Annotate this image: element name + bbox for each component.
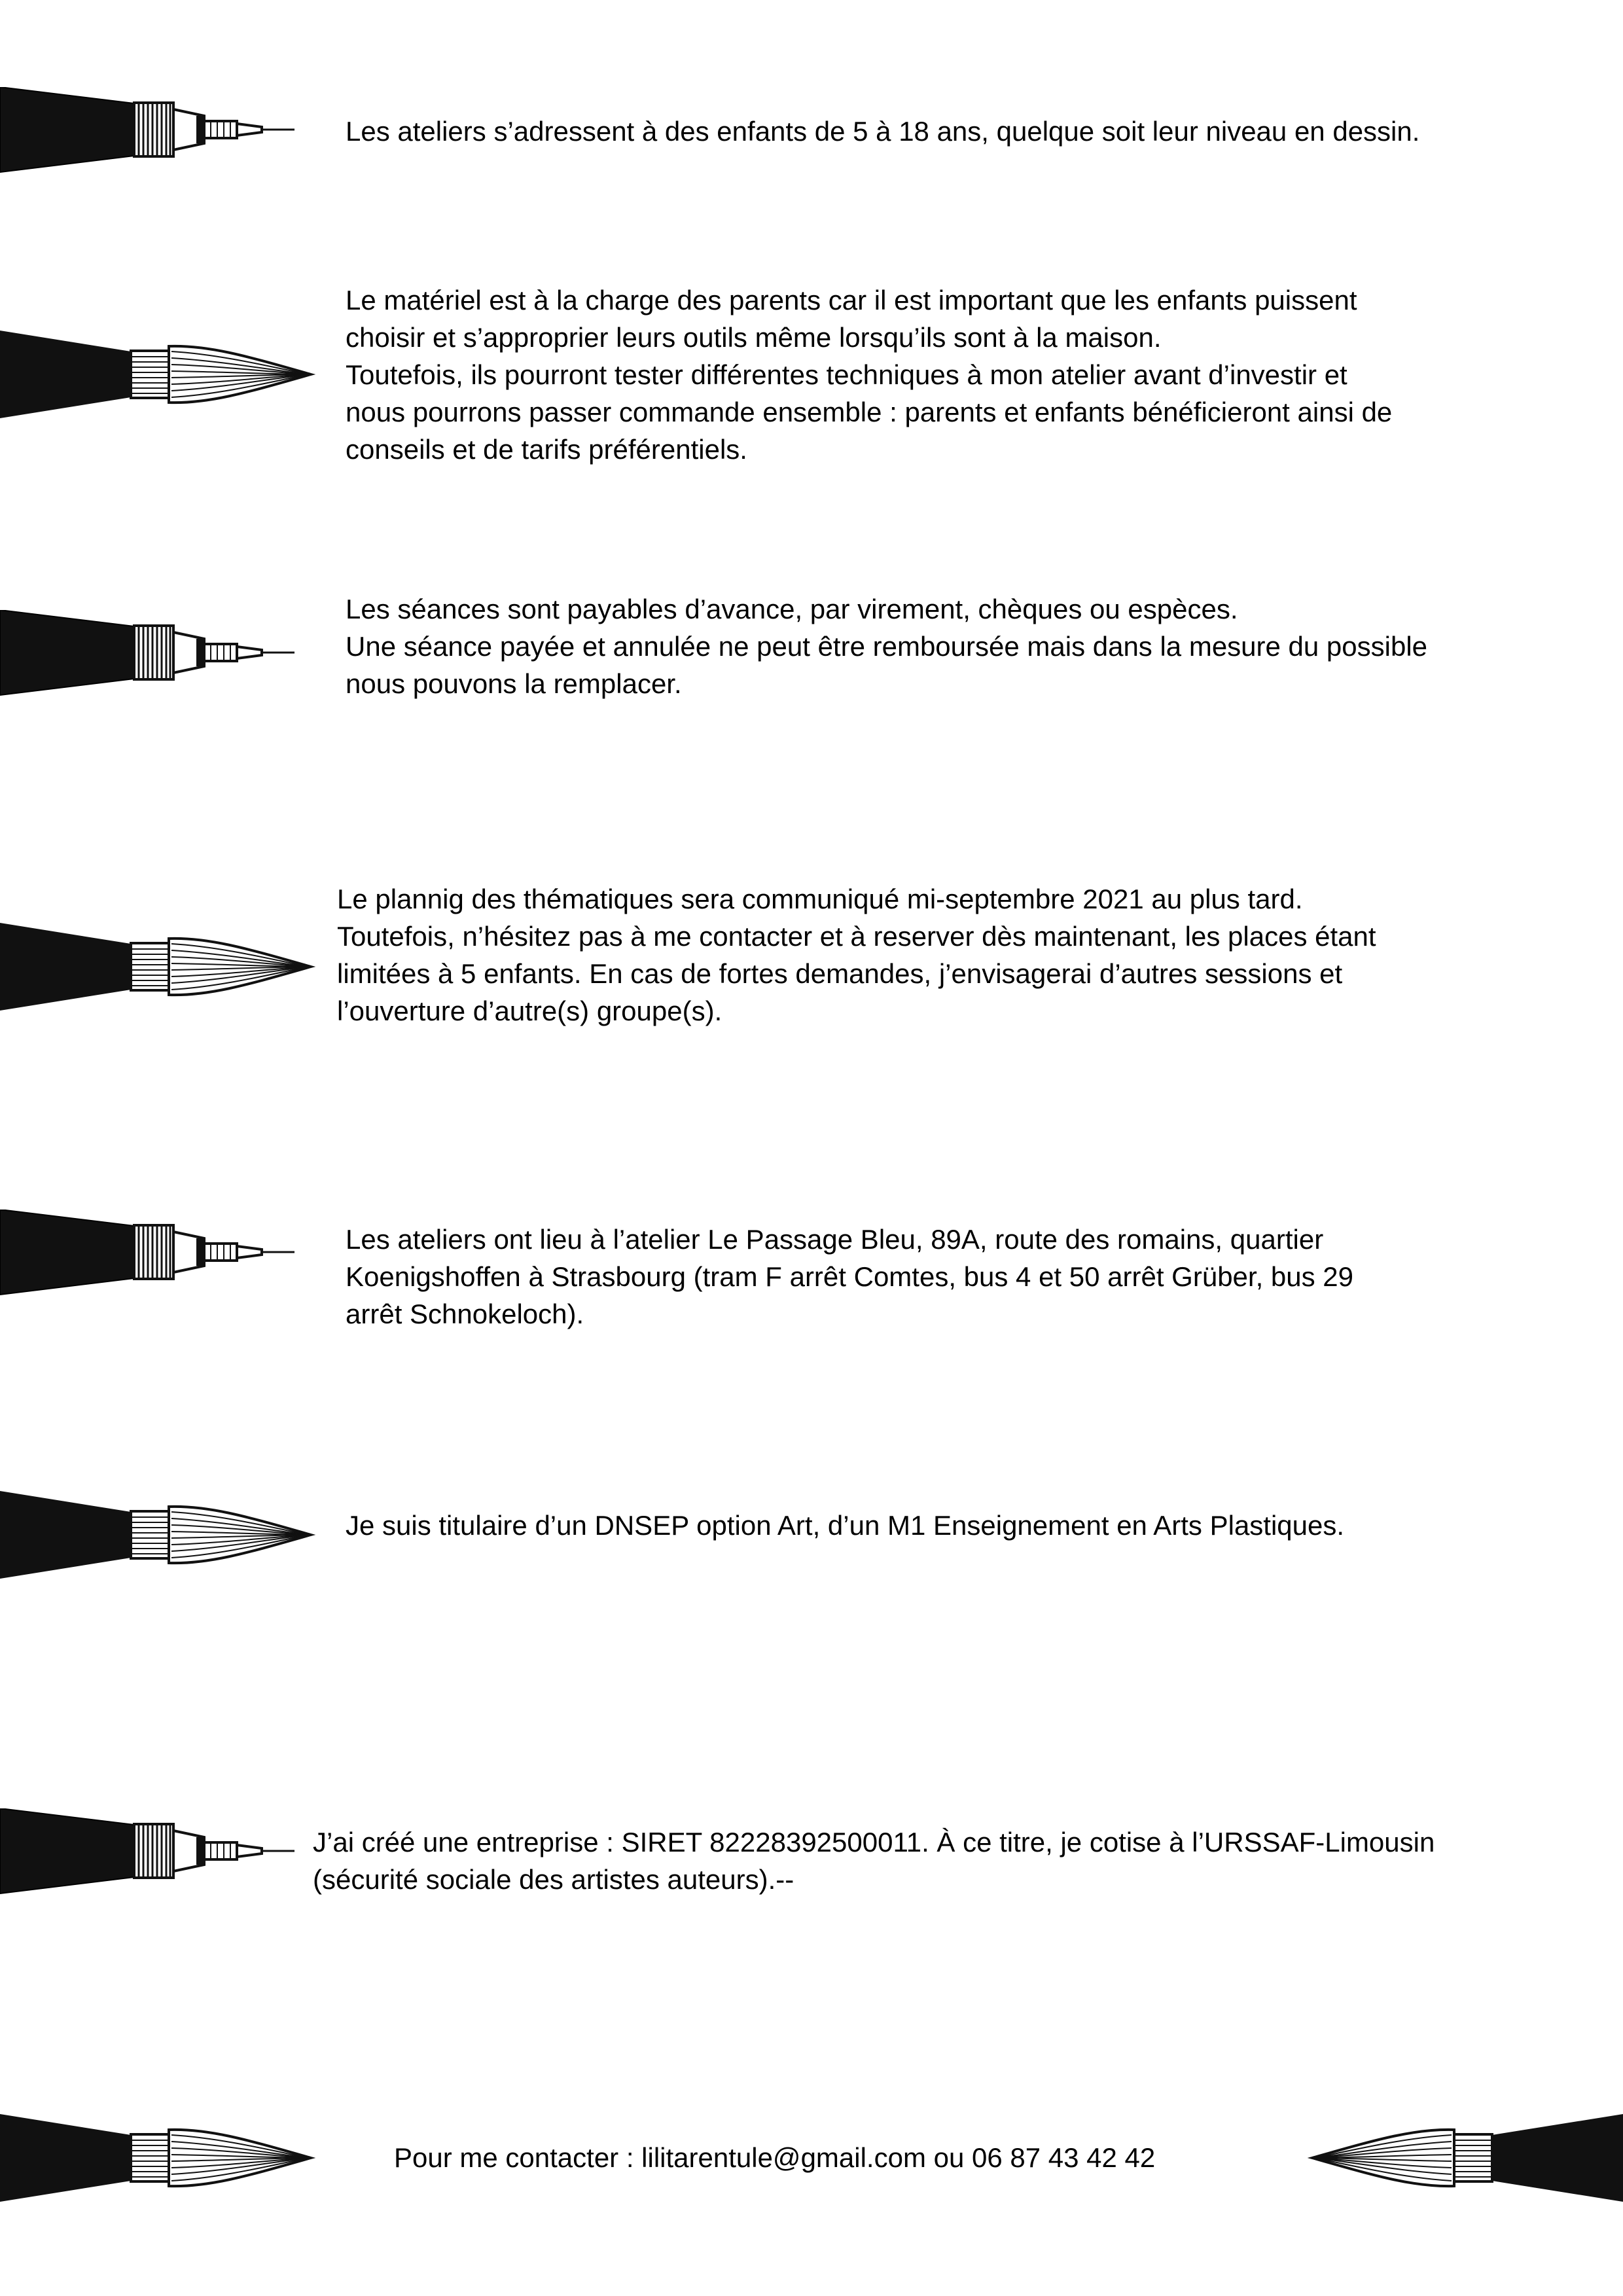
section-company [313, 1823, 1435, 1898]
text-line: Une séance payée et annulée ne peut être remboursée mais dans la mesure du possible [346, 631, 1428, 662]
section-location [346, 1221, 1353, 1333]
contact-text: Pour me contacter : lilitarentule@gmail.com ou 06 87 43 42 42 [394, 2142, 1156, 2173]
text-line: nous pouvons la remplacer. [346, 668, 682, 699]
text-line: Koenigshoffen à Strasbourg (tram F arrêt Comtes, bus 4 et 50 arrêt Grüber, bus 29 [346, 1261, 1354, 1292]
section-planning [337, 880, 1376, 1030]
text-line: l’ouverture d’autre(s) groupe(s). [337, 996, 722, 1026]
pen-icon [0, 1808, 301, 1896]
brush-icon [0, 923, 321, 1011]
brush-icon [0, 1491, 321, 1579]
text-line: Les ateliers s’adressent à des enfants de 5 à 18 ans, quelque soit leur niveau en dessin. [346, 116, 1420, 147]
text-line: Les séances sont payables d’avance, par virement, chèques ou espèces. [346, 594, 1238, 624]
brush-icon [0, 2114, 321, 2202]
text-line: arrêt Schnokeloch). [346, 1299, 584, 1329]
text-line: Les ateliers ont lieu à l’atelier Le Passage Bleu, 89A, route des romains, quartier [346, 1224, 1324, 1255]
text-line: Toutefois, n’hésitez pas à me contacter et à reserver dès maintenant, les places étant [337, 921, 1376, 952]
text-line: Je suis titulaire d’un DNSEP option Art, d’un M1 Enseignement en Arts Plastiques. [346, 1510, 1345, 1541]
text-line: Le matériel est à la charge des parents car il est important que les enfants puissent [346, 285, 1357, 315]
pen-icon [0, 87, 301, 175]
section-age-range [346, 113, 1419, 150]
contact-line [394, 2139, 1155, 2176]
text-line: Le plannig des thématiques sera communiqué mi-septembre 2021 au plus tard. [337, 884, 1303, 914]
text-line: conseils et de tarifs préférentiels. [346, 434, 747, 465]
section-materials [346, 281, 1392, 468]
text-line: nous pourrons passer commande ensemble : parents et enfants bénéficieront ainsi de [346, 397, 1393, 427]
text-line: (sécurité sociale des artistes auteurs).-- [313, 1864, 794, 1895]
text-line: Toutefois, ils pourront tester différentes techniques à mon atelier avant d’investir et [346, 359, 1347, 390]
brush-icon [1302, 2114, 1623, 2202]
section-payment [346, 590, 1427, 702]
section-qualifications [346, 1507, 1344, 1544]
brush-icon [0, 331, 321, 418]
text-line: limitées à 5 enfants. En cas de fortes demandes, j’envisagerai d’autres sessions et [337, 958, 1343, 989]
text-line: choisir et s’approprier leurs outils même lorsqu’ils sont à la maison. [346, 322, 1162, 353]
pen-icon [0, 610, 301, 698]
text-line: J’ai créé une entreprise : SIRET 82228392500011. À ce titre, je cotise à l’URSSAF-Limousin [313, 1827, 1435, 1857]
pen-icon [0, 1210, 301, 1297]
